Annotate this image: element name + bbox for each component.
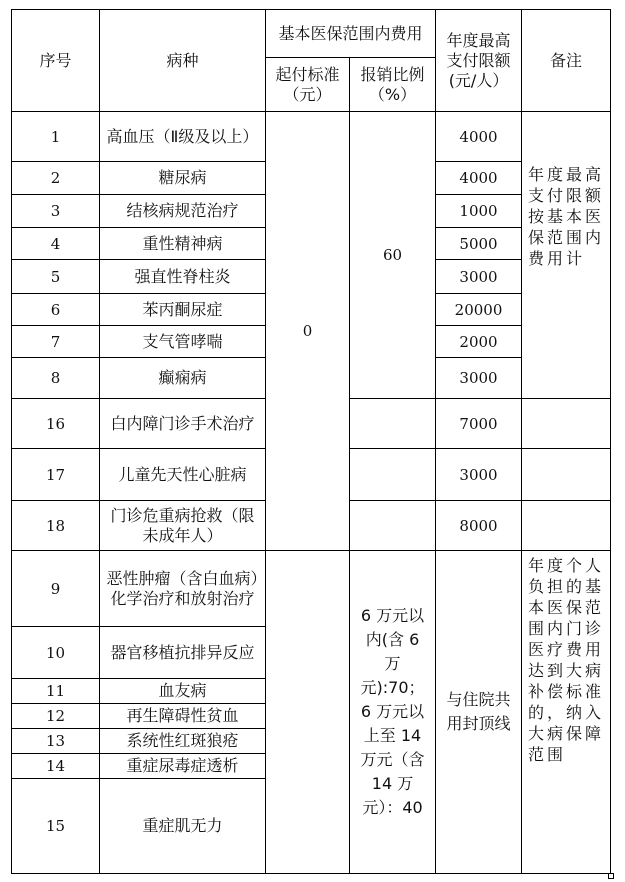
row-seq: 1 xyxy=(12,112,100,162)
row-disease: 强直性脊柱炎 xyxy=(100,260,266,294)
row-limit: 8000 xyxy=(436,501,522,551)
row-seq: 16 xyxy=(12,399,100,449)
row-disease: 糖尿病 xyxy=(100,162,266,195)
remark-blank xyxy=(522,399,611,449)
remark-blank xyxy=(522,501,611,551)
header-disease: 病种 xyxy=(100,10,266,112)
row-disease: 器官移植抗排异反应 xyxy=(100,627,266,679)
row-disease: 重症肌无力 xyxy=(100,779,266,874)
header-scope: 基本医保范围内费用 xyxy=(266,10,436,58)
row-disease: 系统性红斑狼疮 xyxy=(100,729,266,754)
limit-group2: 与住院共用封顶线 xyxy=(436,551,522,874)
row-limit: 2000 xyxy=(436,326,522,358)
header-ratio: 报销比例（%） xyxy=(350,58,436,112)
row-seq: 17 xyxy=(12,449,100,501)
row-disease: 再生障碍性贫血 xyxy=(100,704,266,729)
row-disease: 白内障门诊手术治疗 xyxy=(100,399,266,449)
header-deductible: 起付标准（元） xyxy=(266,58,350,112)
ratio-group1: 60 xyxy=(350,112,436,399)
row-disease: 血友病 xyxy=(100,679,266,704)
row-seq: 5 xyxy=(12,260,100,294)
row-disease: 支气管哮喘 xyxy=(100,326,266,358)
row-disease: 重症尿毒症透析 xyxy=(100,754,266,779)
row-limit: 1000 xyxy=(436,195,522,228)
row-seq: 7 xyxy=(12,326,100,358)
row-disease: 苯丙酮尿症 xyxy=(100,294,266,326)
row-disease: 儿童先天性心脏病 xyxy=(100,449,266,501)
row-disease: 门诊危重病抢救（限未成年人） xyxy=(100,501,266,551)
header-annual-limit: 年度最高支付限额(元/人） xyxy=(436,10,522,112)
row-limit: 4000 xyxy=(436,162,522,195)
remark-group1: 年度最高支付限额按基本医保范围内费用计 xyxy=(522,112,611,399)
remark-group2: 年度个人负担的基本医保范围内门诊医疗费用达到大病补偿标准的，纳入大病保障范围 xyxy=(522,551,611,874)
disease-coverage-table xyxy=(11,9,611,874)
row-limit: 4000 xyxy=(436,112,522,162)
ratio-blank xyxy=(350,449,436,501)
row-limit: 3000 xyxy=(436,358,522,399)
row-seq: 8 xyxy=(12,358,100,399)
ratio-blank xyxy=(350,501,436,551)
row-limit: 7000 xyxy=(436,399,522,449)
row-disease: 结核病规范治疗 xyxy=(100,195,266,228)
ratio-group2: 6 万元以内(含 6 万元):70；6 万元以上至 14 万元（含 14 万元）：40 xyxy=(350,551,436,874)
row-disease: 恶性肿瘤（含白血病）化学治疗和放射治疗 xyxy=(100,551,266,627)
row-seq: 3 xyxy=(12,195,100,228)
row-disease: 高血压（Ⅱ级及以上） xyxy=(100,112,266,162)
deductible-value: 0 xyxy=(266,112,350,551)
header-seq: 序号 xyxy=(12,10,100,112)
ratio-blank xyxy=(350,399,436,449)
header-remark: 备注 xyxy=(522,10,611,112)
row-seq: 6 xyxy=(12,294,100,326)
row-limit: 3000 xyxy=(436,260,522,294)
row-seq: 12 xyxy=(12,704,100,729)
row-disease: 重性精神病 xyxy=(100,228,266,260)
row-seq: 9 xyxy=(12,551,100,627)
row-seq: 13 xyxy=(12,729,100,754)
row-seq: 14 xyxy=(12,754,100,779)
row-seq: 11 xyxy=(12,679,100,704)
remark-blank xyxy=(522,449,611,501)
row-seq: 15 xyxy=(12,779,100,874)
row-limit: 5000 xyxy=(436,228,522,260)
row-seq: 10 xyxy=(12,627,100,679)
row-seq: 18 xyxy=(12,501,100,551)
deductible-blank xyxy=(266,551,350,874)
row-disease: 癫痫病 xyxy=(100,358,266,399)
row-seq: 4 xyxy=(12,228,100,260)
table-resize-handle[interactable] xyxy=(608,873,614,879)
row-seq: 2 xyxy=(12,162,100,195)
row-limit: 20000 xyxy=(436,294,522,326)
row-limit: 3000 xyxy=(436,449,522,501)
